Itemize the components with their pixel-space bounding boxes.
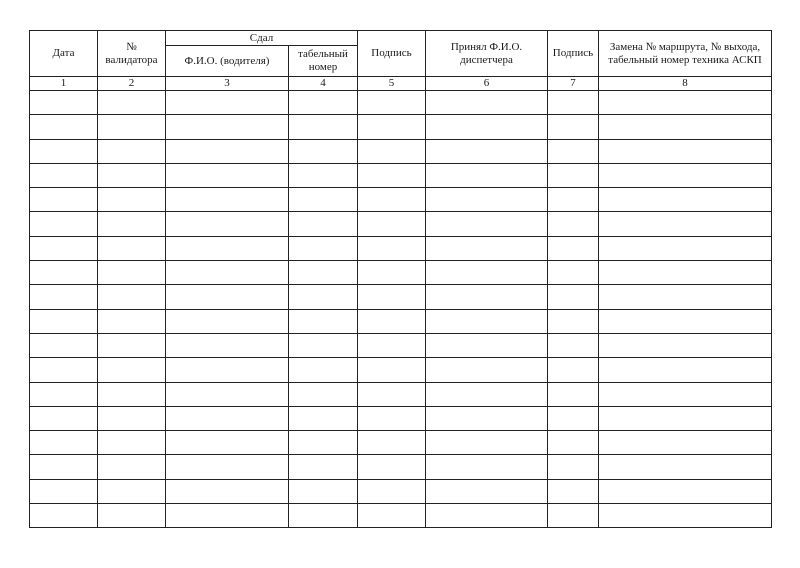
header-personnel-number-line-1: табельный <box>298 48 348 60</box>
table-cell <box>358 382 426 406</box>
table-cell <box>548 188 599 212</box>
column-number: 1 <box>30 77 98 91</box>
table-cell <box>599 236 772 260</box>
table-cell <box>30 333 98 357</box>
table-cell <box>30 139 98 163</box>
table-cell <box>98 139 166 163</box>
table-cell <box>548 261 599 285</box>
table-row <box>30 163 772 187</box>
table-cell <box>426 139 548 163</box>
table-cell <box>358 285 426 309</box>
table-cell <box>30 406 98 430</box>
table-cell <box>548 333 599 357</box>
header-replacement-line-1: Замена № маршрута, № выхода, <box>609 40 761 53</box>
table-cell <box>166 309 289 333</box>
table-cell <box>166 188 289 212</box>
header-personnel-number-line-2: номер <box>308 61 338 73</box>
table-cell <box>599 333 772 357</box>
table-cell <box>548 504 599 528</box>
table-cell <box>358 309 426 333</box>
table-cell <box>289 236 358 260</box>
table-cell <box>166 455 289 479</box>
header-replacement-line-2: табельный номер техника АСКП <box>608 53 762 66</box>
table-cell <box>289 333 358 357</box>
table-cell <box>426 115 548 139</box>
table-cell <box>548 285 599 309</box>
journal-sheet <box>29 30 771 537</box>
table-cell <box>166 261 289 285</box>
table-cell <box>358 261 426 285</box>
table-cell <box>166 236 289 260</box>
table-cell <box>599 163 772 187</box>
column-number-row <box>30 77 772 91</box>
table-cell <box>98 236 166 260</box>
table-cell <box>599 358 772 382</box>
table-cell <box>289 455 358 479</box>
table-cell <box>548 163 599 187</box>
table-cell <box>30 163 98 187</box>
header-validator-number <box>98 31 166 77</box>
table-cell <box>289 358 358 382</box>
table-cell <box>426 212 548 236</box>
table-cell <box>289 504 358 528</box>
table-cell <box>548 139 599 163</box>
table-cell <box>548 91 599 115</box>
table-cell <box>358 504 426 528</box>
table-cell <box>599 382 772 406</box>
table-cell <box>98 188 166 212</box>
table-cell <box>548 455 599 479</box>
table-cell <box>548 212 599 236</box>
table-cell <box>426 504 548 528</box>
table-cell <box>30 212 98 236</box>
table-cell <box>30 479 98 503</box>
table-cell <box>426 188 548 212</box>
column-number: 7 <box>548 77 599 91</box>
table-cell <box>426 431 548 455</box>
header-handed-over: Сдал <box>166 31 358 46</box>
table-cell <box>166 163 289 187</box>
table-cell <box>289 188 358 212</box>
header-accepted-dispatcher <box>426 31 548 77</box>
table-cell <box>548 479 599 503</box>
table-row <box>30 115 772 139</box>
table-row <box>30 188 772 212</box>
table-cell <box>548 236 599 260</box>
table-cell <box>98 504 166 528</box>
header-validator-number-line-2: валидатора <box>105 53 158 66</box>
table-cell <box>358 163 426 187</box>
header-replacement <box>599 31 772 77</box>
table-cell <box>98 163 166 187</box>
column-number: 8 <box>599 77 772 91</box>
column-number: 2 <box>98 77 166 91</box>
column-number: 4 <box>289 77 358 91</box>
table-cell <box>98 455 166 479</box>
table-cell <box>358 115 426 139</box>
table-cell <box>30 236 98 260</box>
table-cell <box>289 139 358 163</box>
table-cell <box>30 309 98 333</box>
table-cell <box>166 406 289 430</box>
table-cell <box>548 309 599 333</box>
table-cell <box>289 479 358 503</box>
header-signature-2: Подпись <box>548 31 599 77</box>
table-cell <box>358 431 426 455</box>
table-cell <box>289 406 358 430</box>
table-cell <box>98 115 166 139</box>
header-date: Дата <box>30 31 98 77</box>
table-cell <box>548 382 599 406</box>
table-cell <box>166 91 289 115</box>
table-row <box>30 285 772 309</box>
table-cell <box>358 91 426 115</box>
table-cell <box>166 333 289 357</box>
table-cell <box>599 504 772 528</box>
table-cell <box>289 261 358 285</box>
table-row <box>30 406 772 430</box>
table-cell <box>30 455 98 479</box>
table-cell <box>166 382 289 406</box>
validator-handover-table <box>29 30 772 528</box>
table-row <box>30 382 772 406</box>
journal-body <box>30 91 772 528</box>
table-cell <box>548 358 599 382</box>
table-cell <box>426 236 548 260</box>
table-cell <box>548 431 599 455</box>
table-cell <box>599 479 772 503</box>
header-personnel-number <box>289 46 358 77</box>
table-cell <box>289 115 358 139</box>
table-cell <box>599 188 772 212</box>
table-cell <box>599 261 772 285</box>
table-cell <box>98 382 166 406</box>
table-cell <box>426 382 548 406</box>
table-row <box>30 139 772 163</box>
table-cell <box>426 333 548 357</box>
table-cell <box>166 358 289 382</box>
table-cell <box>98 309 166 333</box>
table-cell <box>30 382 98 406</box>
table-row <box>30 261 772 285</box>
table-row <box>30 91 772 115</box>
table-cell <box>30 285 98 309</box>
table-cell <box>98 261 166 285</box>
table-cell <box>426 455 548 479</box>
table-cell <box>166 504 289 528</box>
table-cell <box>30 115 98 139</box>
table-cell <box>599 285 772 309</box>
table-cell <box>166 139 289 163</box>
table-cell <box>599 115 772 139</box>
table-cell <box>166 285 289 309</box>
table-cell <box>358 358 426 382</box>
column-number: 6 <box>426 77 548 91</box>
table-cell <box>599 139 772 163</box>
table-cell <box>98 358 166 382</box>
table-cell <box>599 309 772 333</box>
header-signature-1: Подпись <box>358 31 426 77</box>
table-cell <box>166 115 289 139</box>
table-cell <box>599 431 772 455</box>
table-row <box>30 504 772 528</box>
table-cell <box>548 115 599 139</box>
table-cell <box>289 91 358 115</box>
table-cell <box>599 212 772 236</box>
table-cell <box>98 406 166 430</box>
table-cell <box>289 285 358 309</box>
table-cell <box>358 188 426 212</box>
table-cell <box>166 431 289 455</box>
table-cell <box>166 479 289 503</box>
table-cell <box>358 212 426 236</box>
table-cell <box>166 212 289 236</box>
header-driver-name: Ф.И.О. (водителя) <box>166 46 289 77</box>
header-validator-number-line-1: № <box>126 40 137 53</box>
table-cell <box>30 358 98 382</box>
table-cell <box>426 309 548 333</box>
table-cell <box>426 358 548 382</box>
table-cell <box>30 504 98 528</box>
table-cell <box>30 261 98 285</box>
column-number: 5 <box>358 77 426 91</box>
table-row <box>30 309 772 333</box>
table-cell <box>98 479 166 503</box>
table-cell <box>30 91 98 115</box>
table-cell <box>426 285 548 309</box>
table-cell <box>599 406 772 430</box>
table-cell <box>599 91 772 115</box>
table-cell <box>30 431 98 455</box>
table-row <box>30 333 772 357</box>
header-accepted-dispatcher-line-2: диспетчера <box>460 53 513 66</box>
table-cell <box>358 236 426 260</box>
table-cell <box>98 212 166 236</box>
column-number: 3 <box>166 77 289 91</box>
header-accepted-dispatcher-line-1: Принял Ф.И.О. <box>450 40 523 53</box>
table-cell <box>358 479 426 503</box>
table-cell <box>358 455 426 479</box>
table-cell <box>358 333 426 357</box>
table-cell <box>358 406 426 430</box>
table-row <box>30 431 772 455</box>
table-cell <box>98 91 166 115</box>
table-row <box>30 479 772 503</box>
table-row <box>30 212 772 236</box>
table-row <box>30 455 772 479</box>
table-row <box>30 358 772 382</box>
table-cell <box>426 479 548 503</box>
table-cell <box>358 139 426 163</box>
table-cell <box>426 406 548 430</box>
table-cell <box>426 91 548 115</box>
table-row <box>30 236 772 260</box>
table-cell <box>98 333 166 357</box>
table-cell <box>98 431 166 455</box>
table-cell <box>98 285 166 309</box>
table-cell <box>289 309 358 333</box>
table-cell <box>289 163 358 187</box>
table-cell <box>289 212 358 236</box>
table-cell <box>548 406 599 430</box>
table-cell <box>426 163 548 187</box>
table-cell <box>426 261 548 285</box>
table-cell <box>289 431 358 455</box>
table-cell <box>30 188 98 212</box>
table-cell <box>599 455 772 479</box>
table-cell <box>289 382 358 406</box>
